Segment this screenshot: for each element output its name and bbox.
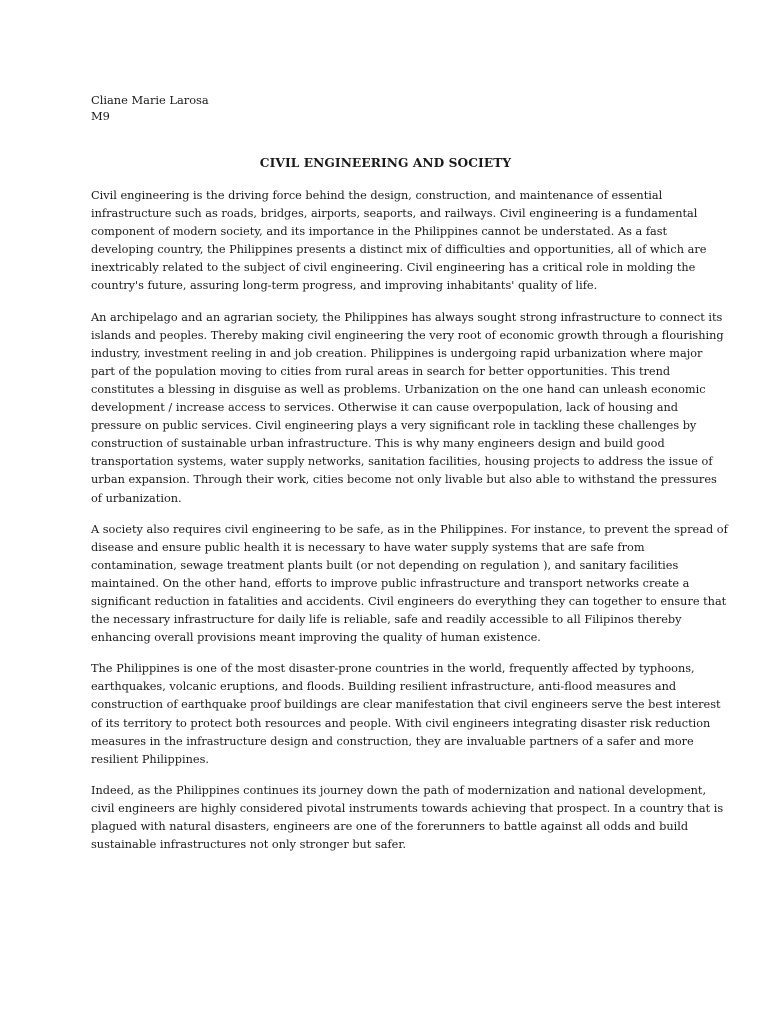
- paragraph-line: construction of sustainable urban infrastructure. This is why many engineers design and build good: [91, 437, 665, 451]
- paragraph-line: Civil engineering is the driving force behind the design, construction, and maintenance of essential: [91, 189, 663, 202]
- paragraph-line: industry, investment reeling in and job creation. Philippines is undergoing rapid urbanization where major: [91, 346, 703, 360]
- paragraph-line: civil engineers are highly considered pivotal instruments towards achieving that prospect. In a country that is: [91, 801, 724, 815]
- paragraph-line: construction of earthquake proof buildings are clear manifestation that civil engineers serve the best interest: [91, 698, 721, 712]
- paragraph: [91, 782, 724, 854]
- paragraph-line: part of the population moving to cities from rural areas in search for better opportunities. This trend: [91, 364, 671, 378]
- paragraph-line: transportation systems, water supply networks, sanitation facilities, housing projects to address the issue of: [91, 455, 713, 469]
- paragraph-line: of its territory to protect both resources and people. With civil engineers integrating disaster risk reduction: [91, 716, 711, 730]
- paragraph-line: A society also requires civil engineering to be safe, as in the Philippines. For instance, to prevent the spread of: [91, 522, 728, 536]
- author-section: M9: [91, 109, 110, 123]
- paragraph-line: islands and peoples. Thereby making civil engineering the very root of economic growth through a flourishing: [91, 328, 724, 342]
- paragraph-line: infrastructure such as roads, bridges, airports, seaports, and railways. Civil engineering is a fundamental: [91, 207, 698, 221]
- author-name: Cliane Marie Larosa: [91, 93, 209, 107]
- paragraph-line: constitutes a blessing in disguise as well as problems. Urbanization on the one hand can unleash economic: [91, 382, 706, 396]
- paragraph-line: of urbanization.: [91, 491, 182, 505]
- paragraph-line: the necessary infrastructure for daily life is reliable, safe and readily accessible to all Filipinos thereby: [91, 613, 682, 627]
- document-title: CIVIL ENGINEERING AND SOCIETY: [259, 156, 512, 170]
- paragraph-line: component of modern society, and its importance in the Philippines cannot be understated. As a fast: [91, 225, 668, 239]
- paragraph-line: resilient Philippines.: [91, 752, 209, 766]
- document-body: [91, 187, 728, 854]
- paragraph: [91, 309, 724, 508]
- paragraph-line: maintained. On the other hand, efforts to improve public infrastructure and transport networks create a: [91, 576, 690, 590]
- paragraph-line: pressure on public services. Civil engineering plays a very significant role in tackling these challenges by: [91, 419, 697, 433]
- paragraph-line: significant reduction in fatalities and accidents. Civil engineers do everything they can together to ensure that: [91, 594, 727, 608]
- author-block: [91, 92, 680, 124]
- paragraph: [91, 187, 707, 296]
- paragraph-line: disease and ensure public health it is necessary to have water supply systems that are safe from: [91, 540, 645, 554]
- paragraph-line: country's future, assuring long-term progress, and improving inhabitants' quality of life.: [91, 279, 598, 293]
- paragraph-line: sustainable infrastructures not only stronger but safer.: [91, 838, 407, 852]
- paragraph-line: contamination, sewage treatment plants built (or not depending on regulation ), and sanitary facilities: [91, 558, 679, 572]
- paragraph-line: plagued with natural disasters, engineers are one of the forerunners to battle against all odds and build: [91, 820, 689, 833]
- paragraph-line: developing country, the Philippines presents a distinct mix of difficulties and opportunities, all of which are: [91, 243, 707, 257]
- paragraph-line: The Philippines is one of the most disaster-prone countries in the world, frequently affected by typhoons,: [91, 662, 695, 676]
- paragraph: [91, 521, 728, 648]
- paragraph-line: An archipelago and an agrarian society, the Philippines has always sought strong infrastructure to connect its: [91, 310, 723, 324]
- paragraph-line: urban expansion. Through their work, cities become not only livable but also able to withstand the pressures: [91, 473, 717, 487]
- paragraph-line: enhancing overall provisions meant improving the quality of human existence.: [91, 631, 541, 645]
- paragraph-line: earthquakes, volcanic eruptions, and floods. Building resilient infrastructure, anti-flood measures and: [91, 680, 677, 694]
- paragraph: [91, 660, 721, 769]
- paragraph-line: development / increase access to services. Otherwise it can cause overpopulation, lack of housing and: [91, 401, 678, 415]
- paragraph-line: inextricably related to the subject of civil engineering. Civil engineering has a critical role in molding the: [91, 261, 696, 275]
- paragraph-line: Indeed, as the Philippines continues its journey down the path of modernization and national development,: [91, 783, 707, 797]
- paragraph-line: measures in the infrastructure design and construction, they are invaluable partners of a safer and more: [91, 734, 694, 748]
